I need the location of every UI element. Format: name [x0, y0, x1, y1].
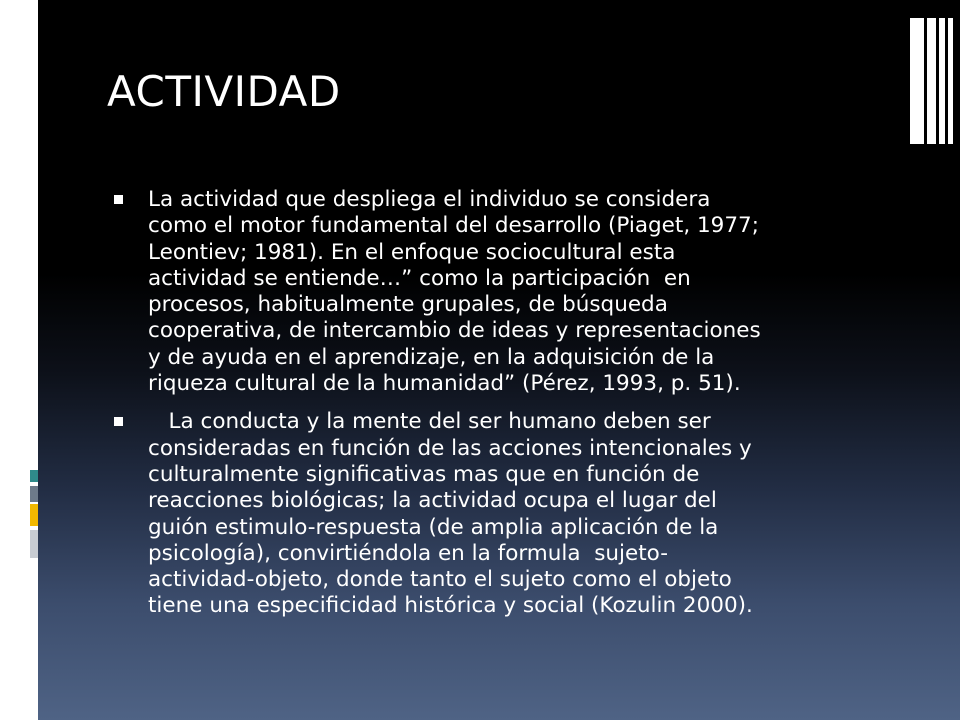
bullet-list — [112, 187, 902, 632]
bullet-item — [112, 409, 902, 619]
accent-square-gray — [30, 486, 38, 502]
bullet-text: La conducta y la mente del ser humano deben ser consideradas en función de las acciones intencionales y culturalmente significativas mas que en función de reacciones biológicas; la actividad ocupa el lugar del guión estimulo-respuesta (de amplia aplicación de la psicología), convirtiéndola en la formula sujeto- actividad-objeto, donde tanto el sujeto como el objeto tiene una especificidad histórica y social (Kozulin 2000). — [148, 409, 753, 619]
left-white-bar — [0, 0, 38, 720]
corner-stripes-decoration — [910, 18, 954, 144]
accent-square-light — [30, 530, 38, 558]
corner-stripe — [910, 18, 924, 144]
corner-stripe — [948, 18, 953, 144]
accent-squares-decoration — [30, 470, 38, 570]
corner-stripe — [927, 18, 936, 144]
corner-stripe — [939, 18, 945, 144]
bullet-text: La actividad que despliega el individuo se considera como el motor fundamental del desarrollo (Piaget, 1977; Leontiev; 1981). En el enfoque sociocultural esta actividad se entiende…” como la participación en procesos, habitualmente grupales, de búsqueda cooperativa, de intercambio de ideas y representaciones y de ayuda en el aprendizaje, en la adquisición de la riqueza cultural de la humanidad” (Pérez, 1993, p. 51). — [148, 187, 761, 397]
accent-square-yellow — [30, 504, 38, 526]
accent-square-teal — [30, 470, 38, 482]
slide-title: ACTIVIDAD — [107, 67, 341, 116]
square-bullet-icon — [114, 195, 123, 204]
bullet-item — [112, 187, 902, 397]
square-bullet-icon — [114, 417, 123, 426]
